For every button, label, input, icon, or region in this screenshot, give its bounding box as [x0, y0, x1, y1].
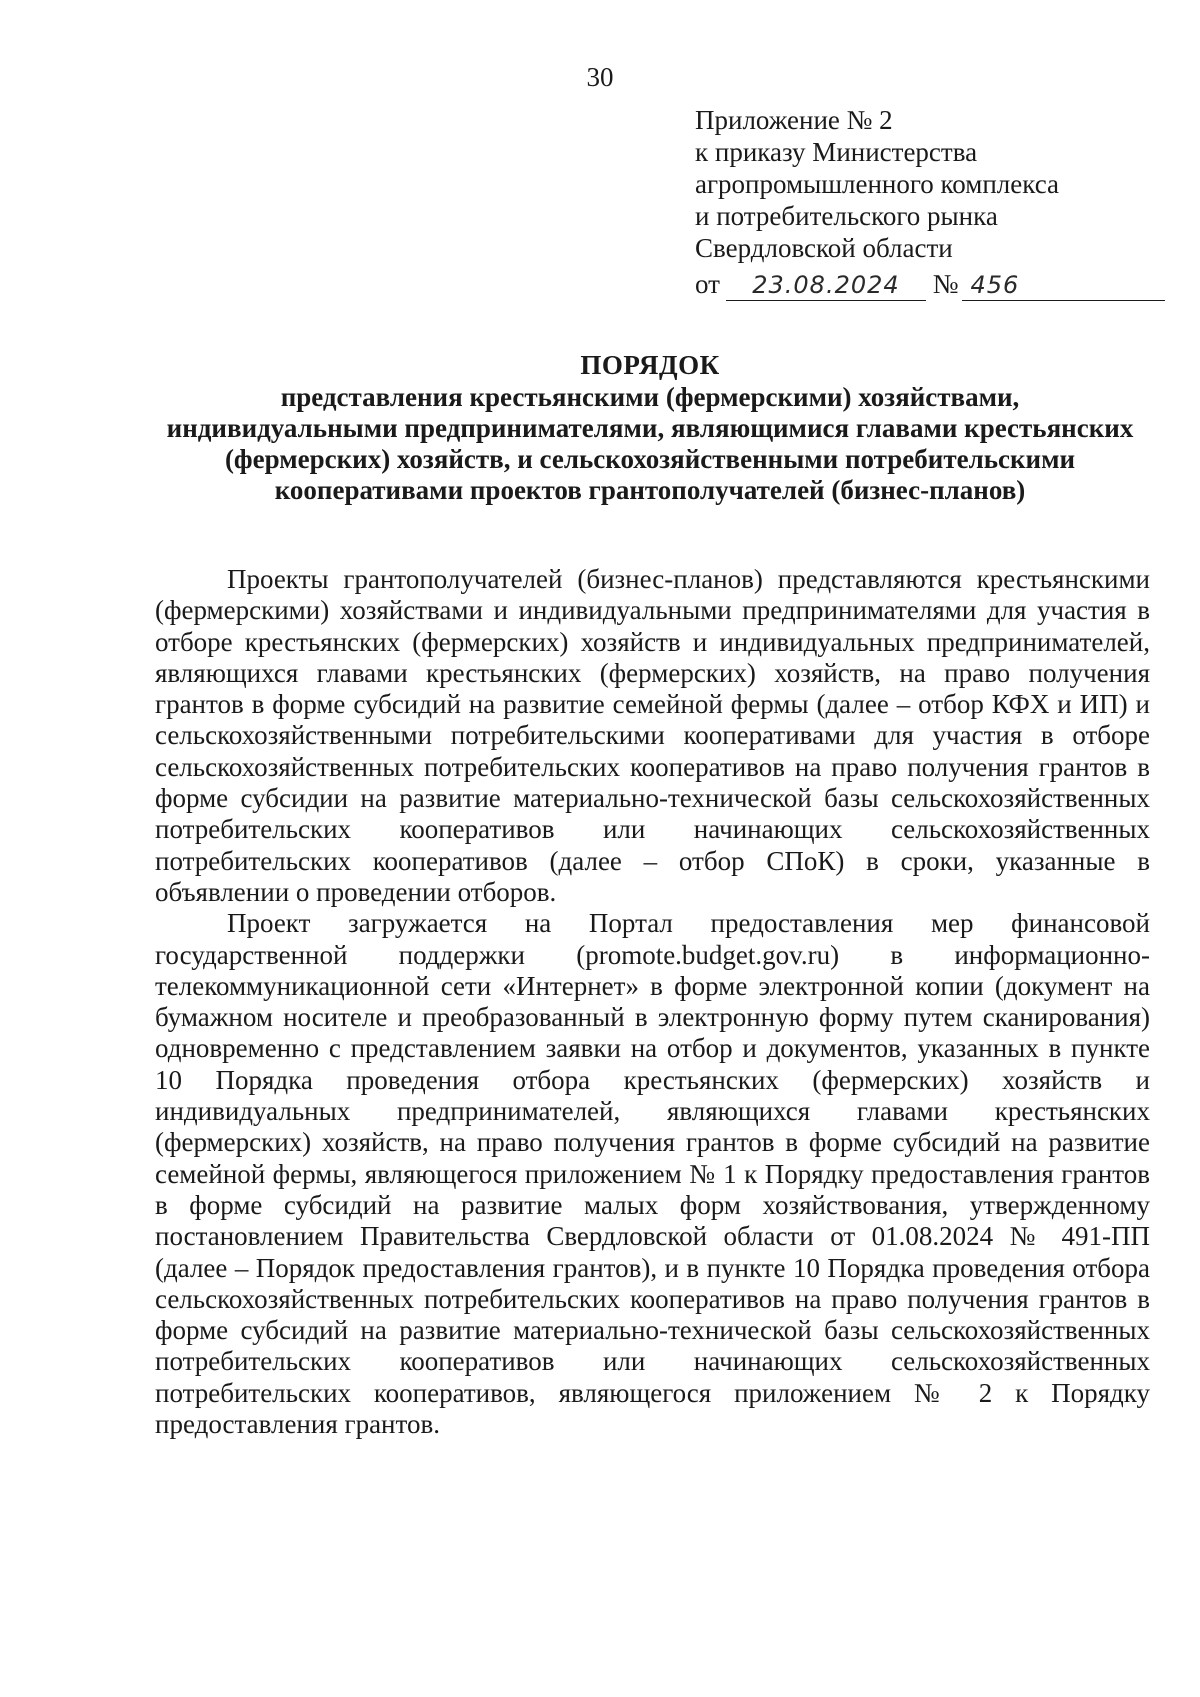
appendix-line-1: Приложение № 2 — [695, 105, 893, 135]
appendix-block — [695, 104, 1165, 301]
document-title: ПОРЯДОК — [580, 350, 720, 380]
appendix-line-2: к приказу Министерства — [695, 137, 978, 167]
handwritten-date: 23.08.2024 — [726, 270, 926, 301]
title-subtitle-line-2: индивидуальными предпринимателями, являющимися главами крестьянских — [166, 413, 1134, 443]
appendix-date-line — [695, 268, 1165, 301]
title-subtitle-line-3: (фермерских) хозяйств, и сельскохозяйственными потребительскими — [224, 444, 1076, 474]
appendix-line-4: и потребительского рынка — [695, 201, 998, 231]
date-prefix: от — [695, 269, 720, 299]
title-subtitle-line-1: представления крестьянскими (фермерскими) хозяйствами, — [280, 382, 1020, 412]
appendix-line-5: Свердловской области — [695, 233, 953, 263]
number-prefix: № — [932, 269, 959, 299]
body-paragraph-1: Проекты грантополучателей (бизнес-планов) представляются крестьянскими (фермерскими) хозяйствами и индивидуальными предпринимателями для участия в отборе крестьянских (фермерских) хозяйств и индивидуальных предпринимателей, являющихся главами крестьянских (фермерских) хозяйств, на право получения грантов в форме субсидий на развитие семейной фермы (далее – отбор КФХ и ИП) и сельскохозяйственными потребительскими кооперативами для участия в отборе сельскохозяйственных потребительских кооперативов на право получения грантов в форме субсидии на развитие материально-технической базы сельскохозяйственных потребительских кооперативов или начинающих сельскохозяйственных потребительских кооперативов (далее – отбор СПоК) в сроки, указанные в объявлении о проведении отборов. — [155, 564, 1150, 907]
document-title-block — [150, 350, 1150, 506]
title-subtitle-line-4: кооперативами проектов грантополучателей (бизнес-планов) — [274, 475, 1026, 505]
body-paragraph-2: Проект загружается на Портал предоставления мер финансовой государственной поддержки (promote.budget.gov.ru) в информационно-телекоммуникационной сети «Интернет» в форме электронной копии (документ на бумажном носителе и преобразованный в электронную форму путем сканирования) одновременно с представлением заявки на отбор и документов, указанных в пункте 10 Порядка проведения отбора крестьянских (фермерских) хозяйств и индивидуальных предпринимателей, являющихся главами крестьянских (фермерских) хозяйств, на право получения грантов в форме субсидий на развитие семейной фермы, являющегося приложением № 1 к Порядку предоставления грантов в форме субсидий на развитие малых форм хозяйствования, утвержденному постановлением Правительства Свердловской области от 01.08.2024 № 491-ПП (далее – Порядок предоставления грантов), и в пункте 10 Порядка проведения отбора сельскохозяйственных потребительских кооперативов на право получения грантов в форме субсидий на развитие материально-технической базы сельскохозяйственных потребительских кооперативов или начинающих сельскохозяйственных потребительских кооперативов, являющегося приложением № 2 к Порядку предоставления грантов. — [155, 908, 1150, 1440]
document-body — [155, 564, 1150, 1440]
appendix-line-3: агропромышленного комплекса — [695, 169, 1059, 199]
handwritten-order-number: 456 — [962, 270, 1165, 301]
page-number: 30 — [586, 62, 614, 92]
